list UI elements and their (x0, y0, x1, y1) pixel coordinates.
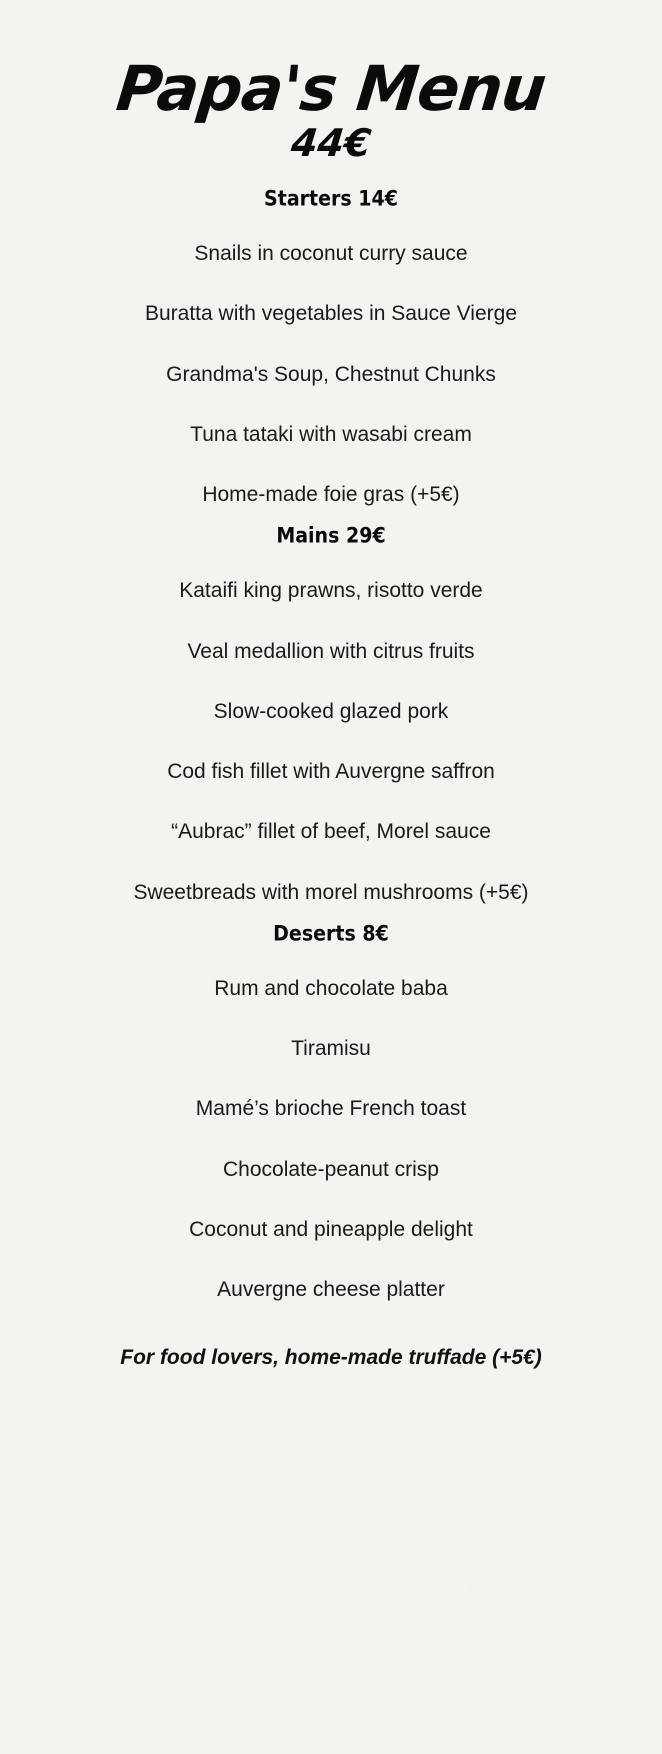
menu-item: Rum and chocolate baba (214, 976, 448, 1000)
menu-item: Mamé’s brioche French toast (195, 1097, 467, 1121)
section-heading-deserts: Deserts 8€ (273, 921, 389, 947)
menu-item: Auvergne cheese platter (217, 1278, 445, 1301)
menu-item: Slow-cooked glazed pork (213, 699, 449, 723)
menu-item: Grandma's Soup, Chestnut Chunks (166, 362, 496, 386)
menu-item: Coconut and pineapple delight (189, 1217, 473, 1241)
menu-item: “Aubrac” fillet of beef, Morel sauce (171, 820, 491, 844)
section-heading-starters: Starters 14€ (264, 186, 398, 212)
page-title: Papa's Menu (113, 52, 549, 125)
menu-price: 44€ (289, 121, 373, 165)
menu-item: Tuna tataki with wasabi cream (190, 422, 472, 446)
menu-item: Home-made foie gras (+5€) (202, 483, 460, 506)
section-heading-mains: Mains 29€ (276, 523, 386, 549)
menu-item: Veal medallion with citrus fruits (187, 639, 475, 663)
footer-note: For food lovers, home-made truffade (+5€) (120, 1346, 542, 1370)
menu-item: Buratta with vegetables in Sauce Vierge (144, 302, 517, 326)
menu-item: Snails in coconut curry sauce (194, 242, 468, 265)
menu-item: Chocolate-peanut crisp (223, 1157, 439, 1181)
menu-item: Kataifi king prawns, risotto verde (179, 579, 483, 603)
menu-item: Sweetbreads with morel mushrooms (+5€) (133, 880, 529, 904)
menu-item: Cod fish fillet with Auvergne saffron (167, 760, 495, 783)
menu-item: Tiramisu (291, 1037, 371, 1060)
